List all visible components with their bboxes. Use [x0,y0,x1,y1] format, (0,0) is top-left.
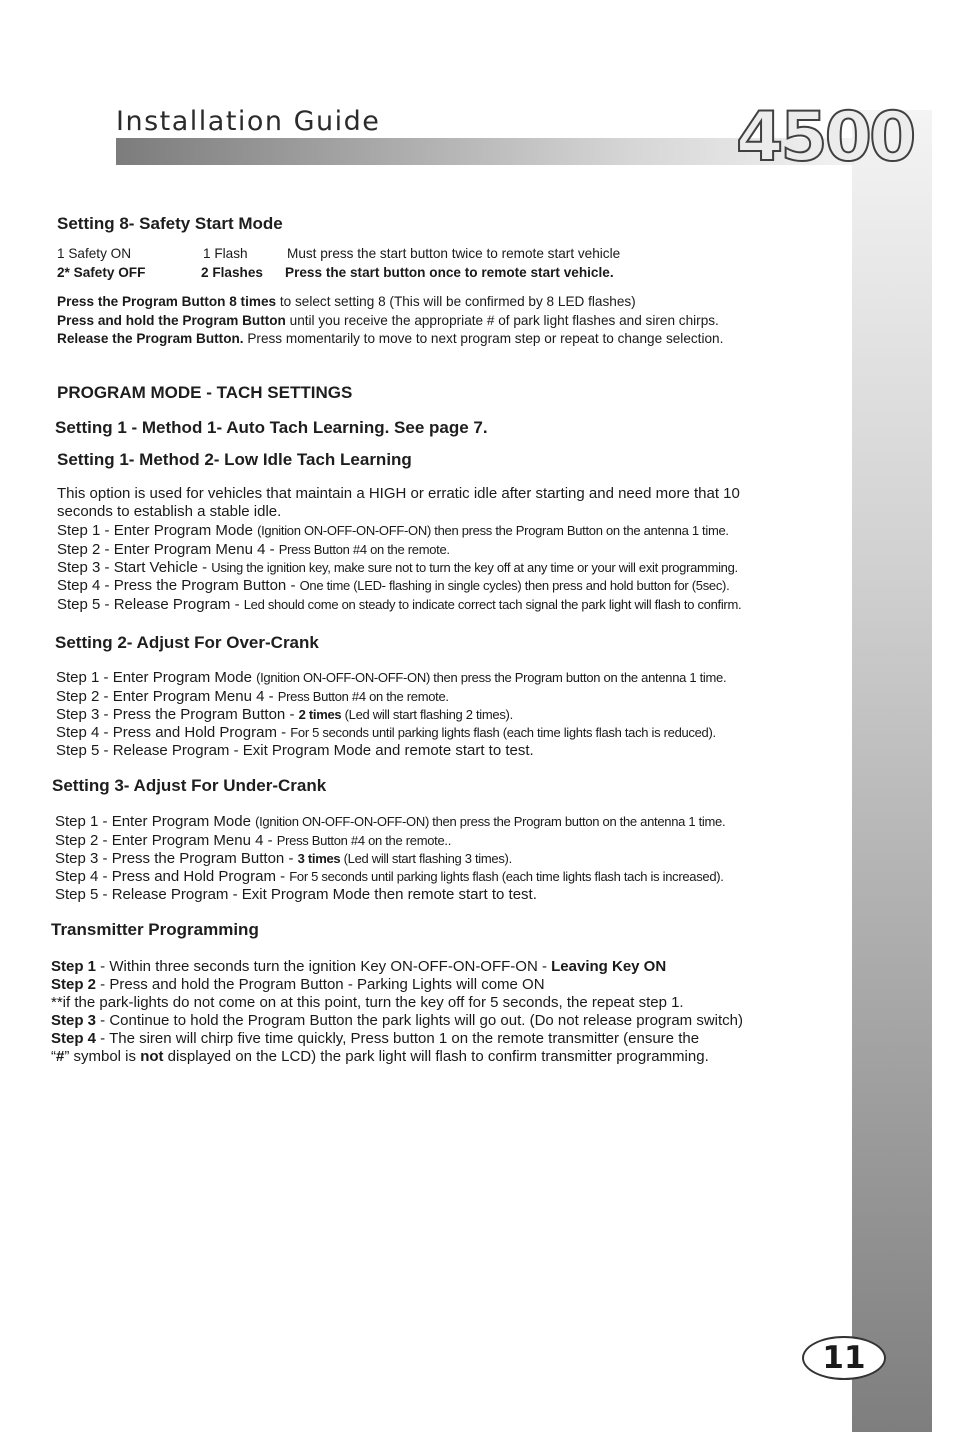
setting3-step-2: Step 2 - Enter Program Menu 4 - Press Button #4 on the remote.. [55,832,452,849]
setting8-row2-option: 2* Safety OFF [57,265,146,280]
setting8-instruction-3: Release the Program Button. Press momentarily to move to next program step or repeat to change selection. [57,331,724,346]
tach-settings-heading: PROGRAM MODE - TACH SETTINGS [57,383,353,402]
transmitter-heading: Transmitter Programming [51,920,259,939]
method1-heading: Setting 1 - Method 1- Auto Tach Learning. See page 7. [55,418,488,437]
model-number: 4500 [736,98,914,177]
setting2-step-2: Step 2 - Enter Program Menu 4 - Press Button #4 on the remote. [56,688,449,705]
setting8-row1-flashes: 1 Flash [203,246,248,261]
setting8-row2-flashes: 2 Flashes [201,265,263,280]
setting2-heading: Setting 2- Adjust For Over-Crank [55,633,319,652]
setting2-step-3: Step 3 - Press the Program Button - 2 times (Led will start flashing 2 times). [56,706,513,723]
side-gradient-bar [852,110,932,1432]
method2-step-2: Step 2 - Enter Program Menu 4 - Press Button #4 on the remote. [57,541,450,558]
setting8-row1-description: Must press the start button twice to remote start vehicle [287,246,621,261]
setting8-row2-description: Press the start button once to remote start vehicle. [285,265,614,280]
setting3-step-4: Step 4 - Press and Hold Program - For 5 seconds until parking lights flash (each time lights flash tach is increased). [55,868,724,885]
transmitter-step-3: Step 3 - Continue to hold the Program Button the park lights will go out. (Do not release program switch) [51,1012,744,1029]
transmitter-note: **if the park-lights do not come on at this point, turn the key off for 5 seconds, the repeat step 1. [51,994,684,1011]
setting8-instruction-1: Press the Program Button 8 times to select setting 8 (This will be confirmed by 8 LED flashes) [57,294,636,309]
method2-step-5: Step 5 - Release Program - Led should come on steady to indicate correct tach signal the park light will flash to confirm. [57,596,742,613]
transmitter-step-2: Step 2 - Press and hold the Program Button - Parking Lights will come ON [51,976,545,993]
setting3-step-3: Step 3 - Press the Program Button - 3 times (Led will start flashing 3 times). [55,850,512,867]
method2-intro-line2: seconds to establish a stable idle. [57,503,282,520]
method2-heading: Setting 1- Method 2- Low Idle Tach Learning [57,450,412,469]
page-number-badge [802,1336,886,1380]
guide-title: Installation Guide [116,106,381,137]
method2-intro-line1: This option is used for vehicles that maintain a HIGH or erratic idle after starting and need more that 10 [57,485,740,502]
method2-step-3: Step 3 - Start Vehicle - Using the ignition key, make sure not to turn the key off at any time or your will exit programming. [57,559,738,576]
transmitter-step-4-continued: “#” symbol is not displayed on the LCD) the park light will flash to confirm transmitter programming. [51,1048,709,1065]
setting2-step-5: Step 5 - Release Program - Exit Program Mode and remote start to test. [56,742,534,759]
setting3-step-5: Step 5 - Release Program - Exit Program Mode then remote start to test. [55,886,537,903]
setting8-row1-option: 1 Safety ON [57,246,132,261]
page-number: 11 [822,1340,866,1376]
setting3-heading: Setting 3- Adjust For Under-Crank [52,776,327,795]
setting3-step-1: Step 1 - Enter Program Mode (Ignition ON-OFF-ON-OFF-ON) then press the Program button on the antenna 1 time. [55,813,726,830]
method2-step-1: Step 1 - Enter Program Mode (Ignition ON-OFF-ON-OFF-ON) then press the Program Button on the antenna 1 time. [57,522,729,539]
transmitter-step-4: Step 4 - The siren will chirp five time quickly, Press button 1 on the remote transmitter (ensure the [51,1030,700,1047]
setting2-step-4: Step 4 - Press and Hold Program - For 5 seconds until parking lights flash (each time lights flash tach is reduced). [56,724,716,741]
setting8-heading: Setting 8- Safety Start Mode [57,214,283,233]
transmitter-step-1: Step 1 - Within three seconds turn the ignition Key ON-OFF-ON-OFF-ON - Leaving Key ON [51,958,667,975]
setting8-instruction-2: Press and hold the Program Button until you receive the appropriate # of park light flashes and siren chirps. [57,313,719,328]
method2-step-4: Step 4 - Press the Program Button - One time (LED- flashing in single cycles) then press and hold button for (5sec). [57,577,730,594]
setting2-step-1: Step 1 - Enter Program Mode (Ignition ON-OFF-ON-OFF-ON) then press the Program button on the antenna 1 time. [56,669,727,686]
